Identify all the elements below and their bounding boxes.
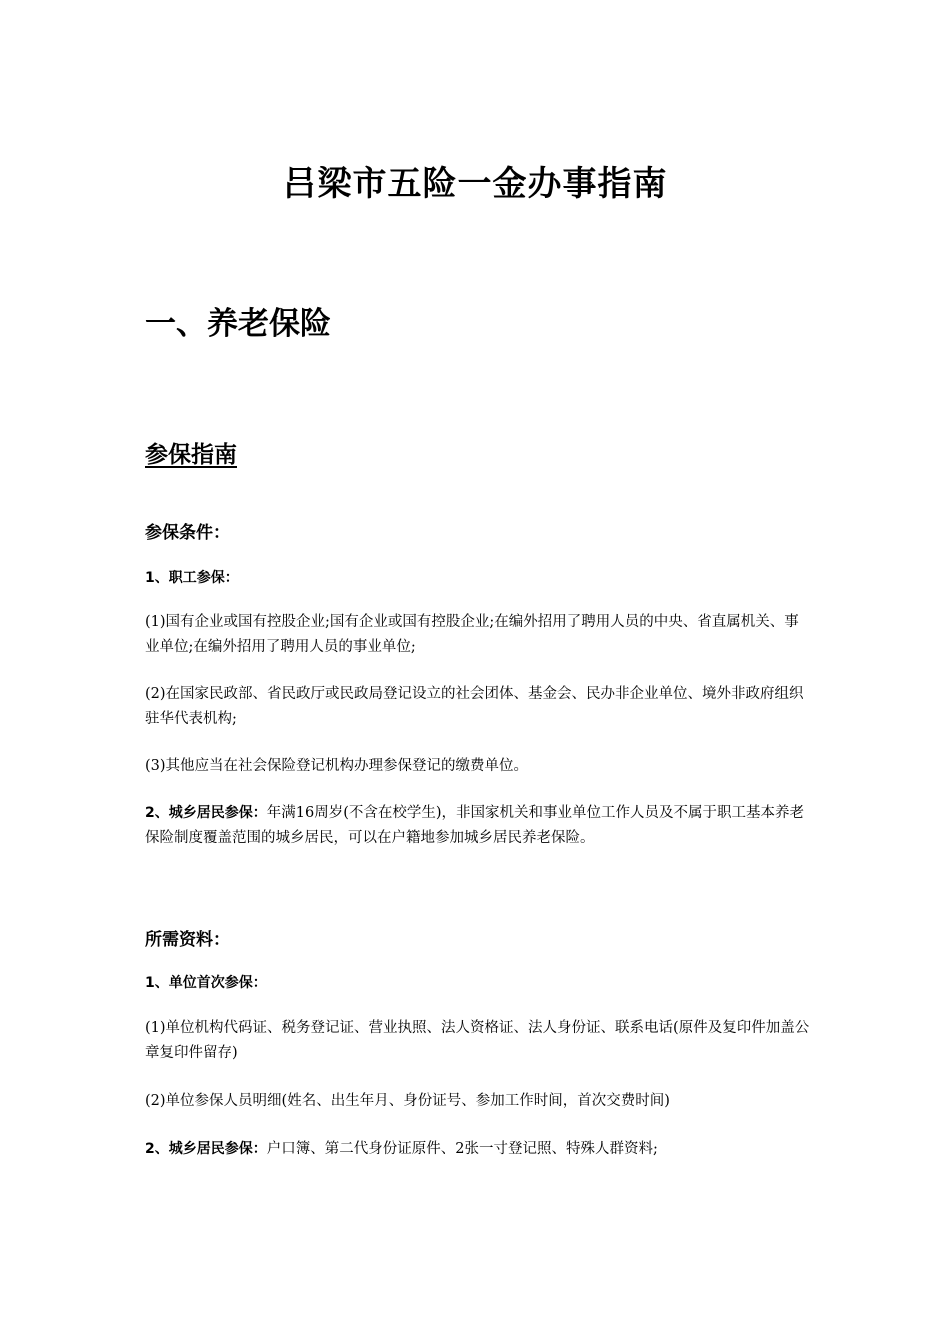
conditions-item1-paragraph-2: (2)在国家民政部、省民政厅或民政局登记设立的社会团体、基金会、民办非企业单位、境外非政府组织驻华代表机构; [145, 686, 804, 727]
conditions-item1-paragraph-3: (3)其他应当在社会保险登记机构办理参保登记的缴费单位。 [145, 758, 529, 774]
conditions-item1-paragraph-1: (1)国有企业或国有控股企业;国有企业或国有控股企业;在编外招用了聘用人员的中央、省直属机关、事业单位;在编外招用了聘用人员的事业单位; [145, 614, 799, 655]
materials-heading: 所需资料： [145, 930, 230, 950]
conditions-item2-text: 年满16周岁(不含在校学生)，非国家机关和事业单位工作人员及不属于职工基本养老保险制度覆盖范围的城乡居民，可以在户籍地参加城乡居民养老保险。 [145, 805, 805, 846]
conditions-item1-heading: 1、职工参保： [145, 570, 239, 586]
conditions-heading: 参保条件： [145, 523, 230, 543]
materials-item1-heading: 1、单位首次参保： [145, 975, 267, 991]
materials-item2-lead: 2、城乡居民参保： [145, 1141, 267, 1157]
conditions-item2-paragraph [145, 801, 810, 851]
materials-item2-text: 户口簿、第二代身份证原件、2张一寸登记照、特殊人群资料; [266, 1141, 658, 1157]
document-title: 吕梁市五险一金办事指南 [282, 164, 668, 204]
materials-item1-paragraph-2: (2)单位参保人员明细(姓名、出生年月、身份证号、参加工作时间，首次交费时间) [145, 1093, 670, 1109]
materials-item1-paragraph-1: (1)单位机构代码证、税务登记证、营业执照、法人资格证、法人身份证、联系电话(原件及复印件加盖公章复印件留存) [145, 1020, 810, 1061]
subsection-heading-enrollment-guide: 参保指南 [145, 442, 237, 468]
materials-item2-paragraph [145, 1137, 810, 1162]
section-heading-pension: 一、养老保险 [145, 306, 331, 342]
conditions-item2-lead: 2、城乡居民参保： [145, 805, 267, 821]
